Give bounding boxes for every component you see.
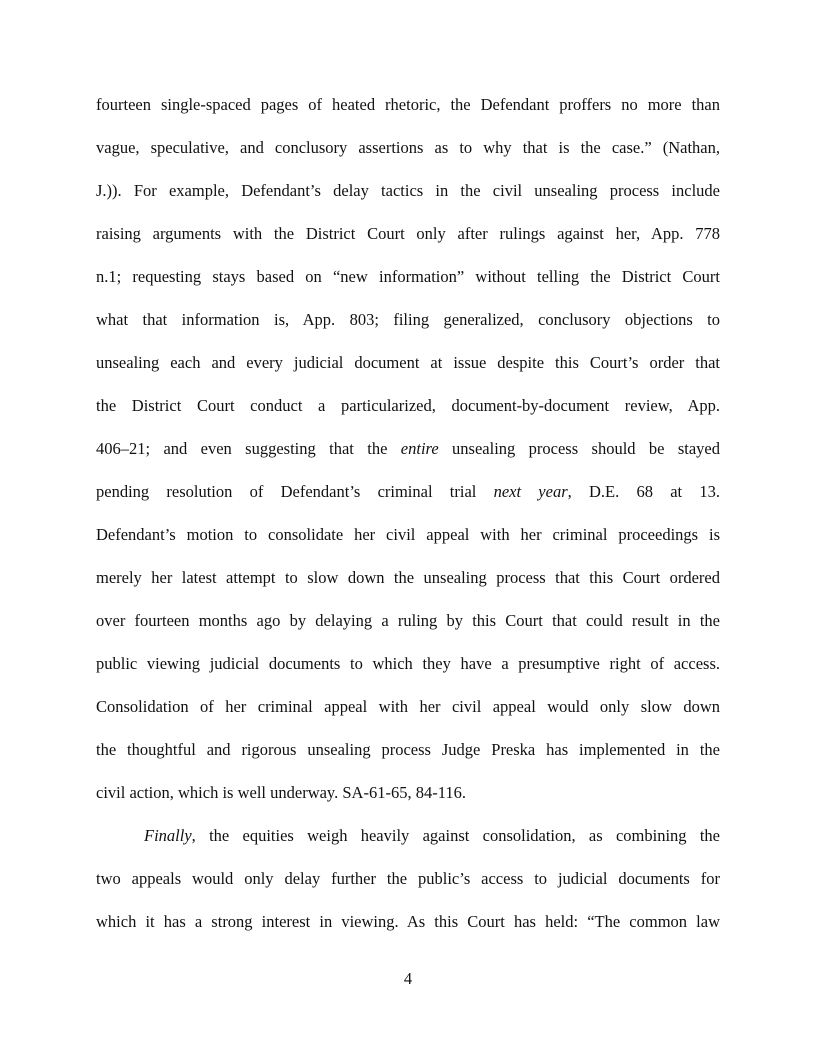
body-text-line: the thoughtful and rigorous unsealing process Judge Preska has implemented in the [96, 740, 720, 759]
body-text-line: two appeals would only delay further the public’s access to judicial documents for [96, 869, 720, 888]
body-text-line: n.1; requesting stays based on “new information” without telling the District Court [96, 267, 720, 286]
page-number: 4 [403, 969, 413, 988]
body-text-line: 406–21; and even suggesting that the entire unsealing process should be stayed [96, 439, 720, 458]
body-text-line: pending resolution of Defendant’s criminal trial next year, D.E. 68 at 13. [96, 482, 720, 501]
body-text-line: public viewing judicial documents to which they have a presumptive right of access. [96, 654, 720, 673]
body-text-line: which it has a strong interest in viewing. As this Court has held: “The common law [96, 912, 720, 931]
body-text-line: what that information is, App. 803; filing generalized, conclusory objections to [96, 310, 720, 329]
emphasis-text: next year [493, 482, 568, 501]
body-text-line: Consolidation of her criminal appeal with her civil appeal would only slow down [96, 697, 720, 716]
body-text-line: over fourteen months ago by delaying a ruling by this Court that could result in the [96, 611, 720, 630]
body-text-line: merely her latest attempt to slow down the unsealing process that this Court ordered [96, 568, 720, 587]
body-text-line: raising arguments with the District Court only after rulings against her, App. 778 [96, 224, 720, 243]
body-text-line: unsealing each and every judicial document at issue despite this Court’s order that [96, 353, 720, 372]
body-text-line: J.)). For example, Defendant’s delay tactics in the civil unsealing process include [96, 181, 720, 200]
paragraph-first-line: Finally, the equities weigh heavily against consolidation, as combining the [144, 826, 720, 845]
emphasis-text: entire [400, 439, 439, 458]
body-text-line: the District Court conduct a particularized, document-by-document review, App. [96, 396, 720, 415]
emphasis-text: Finally [144, 826, 192, 845]
body-text-line: civil action, which is well underway. SA-61-65, 84-116. [96, 783, 466, 802]
body-text-line: vague, speculative, and conclusory assertions as to why that is the case.” (Nathan, [96, 138, 720, 157]
body-text-line: fourteen single-spaced pages of heated rhetoric, the Defendant proffers no more than [96, 95, 720, 114]
body-text-line: Defendant’s motion to consolidate her civil appeal with her criminal proceedings is [96, 525, 720, 544]
